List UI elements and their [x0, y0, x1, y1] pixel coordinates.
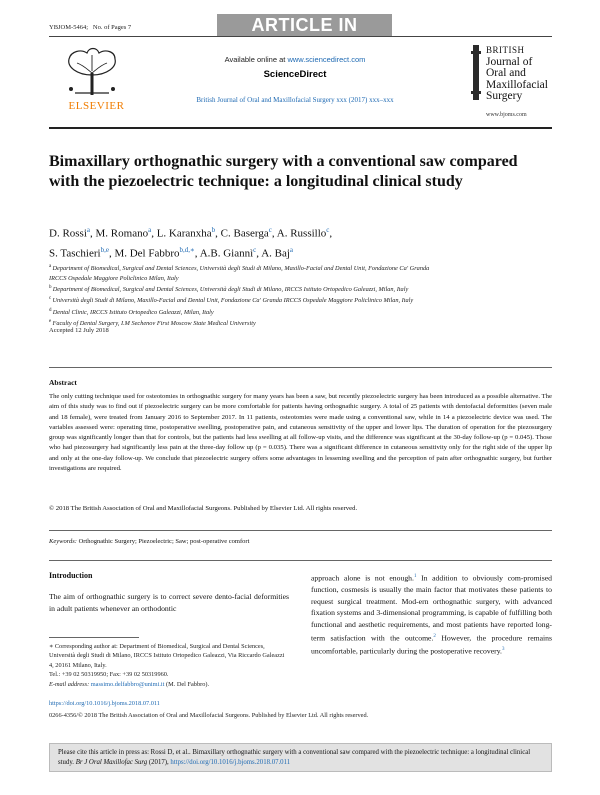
banner-text: ARTICLE IN PRESS: [251, 15, 358, 57]
journal-title-line2: Journal of: [486, 55, 533, 68]
page-count: No. of Pages 7: [92, 24, 132, 31]
abstract-heading: Abstract: [49, 378, 77, 387]
intro-right-b: In addition to obviously com-promised function, cosmesis is usually the main factor that motivates these patients to request surgical treatment. Mod-ern orthognathic surgery, with advanced fixation systems and 3-dimensional programming, is capable of fulfilling both functional and aesthetic requirements, and most patients have reported long-term satisfaction with the outcome.: [311, 573, 553, 643]
author-affiliation-marker[interactable]: c: [326, 226, 330, 234]
author-name: A. Baj: [261, 247, 290, 260]
affiliation-text: Department of Biomedical, Surgical and Dental Sciences, Università degli Studi di Milano, IRCCS Istituto Ortopedico Galeazzi, Milan, Italy: [52, 286, 409, 293]
accepted-date: Accepted 12 July 2018: [49, 327, 109, 334]
footnote-phone: Tel.: +39 02 50319950; Fax: +39 02 50319960.: [49, 671, 169, 679]
author-affiliation-marker[interactable]: b,e: [100, 245, 109, 254]
available-online: [150, 55, 440, 64]
journal-citation-line[interactable]: British Journal of Oral and Maxillofacial Surgery xxx (2017) xxx–xxx: [196, 96, 394, 104]
journal-url[interactable]: www.bjoms.com: [486, 112, 527, 118]
author-name: L. Karanxha: [156, 227, 212, 240]
journal-title-line4: Maxillofacial: [486, 78, 548, 91]
citation-journal: Br J Oral Maxillofac Surg: [75, 759, 148, 766]
affiliation-item: [49, 294, 552, 306]
affiliation-text: Università degli Studi di Milano, Maxillo-Facial and Dental Unit, Fondazione Ca' Granda IRCCS Ospedale Maggiore Policlinico Milan, Italy: [52, 297, 414, 305]
intro-right-a: approach alone is not enough.: [311, 573, 414, 583]
footnote-email[interactable]: massimo.delfabbro@unimi.it: [90, 680, 165, 688]
author-line-1: D. Rossi$^a$, M. Romano$^a$, L. Karanxha$^b$, C. Baserga$^c$, A. Russillo$^c$,: [49, 226, 333, 240]
author-name: C. Baserga: [220, 227, 269, 240]
affiliation-marker: a: [49, 264, 53, 269]
reference-3[interactable]: 3: [501, 646, 505, 652]
affiliation-list: [49, 262, 552, 329]
affiliation-item: [49, 317, 552, 329]
footnote-address: ∗ Corresponding author at: Department of Biomedical, Surgical and Dental Sciences, Università degli Studi di Milano, IRCCS Istituto Ortopedico Galeazzi, Via Riccardo Galeazzi 4, 20161 Milano, Italy.: [49, 643, 285, 669]
keywords-bottom-rule: [49, 560, 552, 561]
issn-line: 0266-4356/© 2018 The British Association of Oral and Maxillofacial Surgeons. Published by Elsevier Ltd. All rights reserved.: [49, 712, 369, 719]
author-name: A. Russillo: [276, 227, 327, 240]
affiliation-text: Dental Clinic, IRCCS Istituto Ortopedico Galeazzi, Milan, Italy: [52, 309, 214, 316]
publisher-name: ELSEVIER: [68, 100, 125, 112]
author-name: M. Romano: [95, 227, 149, 240]
header-thick-rule: [49, 127, 552, 129]
manuscript-id: YBJOM-5464;: [49, 24, 89, 31]
journal-title-line5: Surgery: [486, 90, 523, 102]
header-rule: [49, 36, 552, 37]
affiliation-text: IRCCS Ospedale Maggiore Policlinico Milan, Italy: [49, 274, 179, 282]
reference-2[interactable]: 2: [433, 633, 436, 639]
doi-link[interactable]: https://doi.org/10.1016/j.bjoms.2018.07.011: [49, 700, 160, 707]
author-affiliation-marker[interactable]: c: [268, 226, 272, 234]
journal-title-line1: BRITISH: [486, 45, 525, 55]
citation-doi[interactable]: https://doi.org/10.1016/j.bjoms.2018.07.011: [170, 759, 291, 766]
article-title: Bimaxillary orthognathic surgery with a conventional saw compared with the piezoelectric technique: a longitudinal clinical study: [49, 153, 518, 190]
sciencedirect-link[interactable]: www.sciencedirect.com: [287, 55, 366, 64]
keywords: [49, 538, 249, 545]
author-affiliation-marker[interactable]: a: [289, 245, 294, 254]
reference-1[interactable]: 1: [413, 574, 417, 579]
availability-block: [150, 55, 440, 104]
citation-box: [49, 743, 552, 772]
affiliation-marker: b: [49, 284, 53, 290]
abstract-copyright: © 2018 The British Association of Oral and Maxillofacial Surgeons. Published by Elsevier Ltd. All rights reserved.: [49, 505, 358, 512]
citation-year: (2017),: [148, 759, 169, 766]
affiliation-text: Department of Biomedical, Surgical and Dental Sciences, Università degli Studi di Milano, Maxillo-Facial and Dental Unit, Fondazione Ca' Granda: [52, 265, 430, 273]
affiliation-item: [49, 274, 552, 283]
intro-right-column: [311, 571, 552, 657]
affiliation-marker: c: [49, 296, 53, 302]
affiliation-item: [49, 262, 552, 274]
footnote-email-label: E-mail address:: [49, 680, 90, 688]
corresponding-author-footnote: [49, 642, 289, 689]
elsevier-tree-icon: [57, 45, 127, 97]
author-affiliation-marker[interactable]: c: [253, 245, 257, 254]
publisher-logo: [49, 45, 144, 113]
author-list: [49, 222, 549, 261]
footnote-email-line: [49, 680, 289, 689]
citation-prefix: Please cite this article in press as: Rossi D, et al.. Bimaxillary orthognathic surgery with a conventional saw compared with the piezoelectric technique: a longitudinal clinical study.: [58, 749, 531, 766]
author-affiliation-marker[interactable]: b: [211, 226, 216, 234]
footnote-rule: [49, 637, 139, 638]
author-affiliation-marker[interactable]: a: [148, 226, 152, 234]
sciencedirect-name: ScienceDirect: [263, 69, 327, 80]
author-line-2: S. Taschieri$^{b,e}$, M. Del Fabbro$^{b,d,∗}$, A.B. Giannì$^c$, A. Baj$^a$: [49, 245, 294, 260]
affiliation-item: [49, 283, 552, 295]
keywords-top-rule: [49, 530, 552, 531]
author-name: M. Del Fabbro: [114, 247, 180, 260]
journal-title-line3: Oral and: [486, 67, 526, 79]
author-affiliation-marker[interactable]: b,d,∗: [179, 245, 195, 254]
abstract-top-rule: [49, 367, 552, 368]
journal-title: [486, 45, 548, 103]
abstract-body: The only cutting technique used for osteotomies in orthognathic surgery for many years has been a saw, but recently piezoelectric surgery has been introduced as a possible alternative. The aim of this study was to find out if piezoelectric surgery can be more comfortable for patients having orthognathic surgery. A total of 25 patients with dentofacial deformities (seven male and 18 female), were treated from January 2016 to September 2017. In 11 patients, osteotomies were made using a conventional saw, while in 14 a piezoelectric device was used. The variables assessed were: operating time, postoperative swelling, postoperative pain, and cutaneous sensitivity of the upper and lower lips. The duration of operation for the piezosurgery group was significantly longer than that for controls, but the patients had less swelling at all follow-up visits, and the difference was significant at the 30-day follow-up (p = 0.045). Those who had piezosurgery had significantly less pain at the three-day follow up (p = 0.035). There was a significant difference in cutaneous sensitivity only for the right side of the upper lip and only at the one-day follow-up. We conclude that piezoelectric surgery offers some advantages in lessening swelling and the perception of pain after orthognathic surgery, but further investigations are required.: [49, 393, 552, 473]
journal-crest-icon: [470, 45, 482, 100]
footnote-email-owner: (M. Del Fabbro).: [166, 680, 210, 688]
introduction-heading: Introduction: [49, 571, 93, 580]
keywords-label: Keywords:: [49, 538, 77, 545]
affiliation-marker: d: [49, 307, 53, 313]
author-name: D. Rossi: [49, 227, 87, 240]
keywords-list: Orthognathic Surgery; Piezoelectric; Saw; post-operative comfort: [78, 538, 250, 545]
affiliation-text: Faculty of Dental Surgery, I.M Sechenov First Moscow State Medical University: [52, 320, 256, 328]
manuscript-code: [49, 24, 131, 31]
available-prefix: Available online at: [224, 55, 286, 64]
article-in-press-banner: [217, 14, 392, 57]
intro-right-c: However, the procedure remains uncomfortable, particularly during the postoperative recovery.: [311, 633, 552, 656]
author-affiliation-marker[interactable]: a: [86, 226, 91, 234]
intro-left-column: The aim of orthognathic surgery is to correct severe dento-facial deformities in adult patients whenever an orthodontic: [49, 592, 289, 613]
author-name: S. Taschieri: [49, 247, 101, 260]
author-name: A.B. Giannì: [199, 247, 254, 260]
affiliation-marker: e: [49, 319, 53, 325]
affiliation-item: [49, 306, 552, 318]
